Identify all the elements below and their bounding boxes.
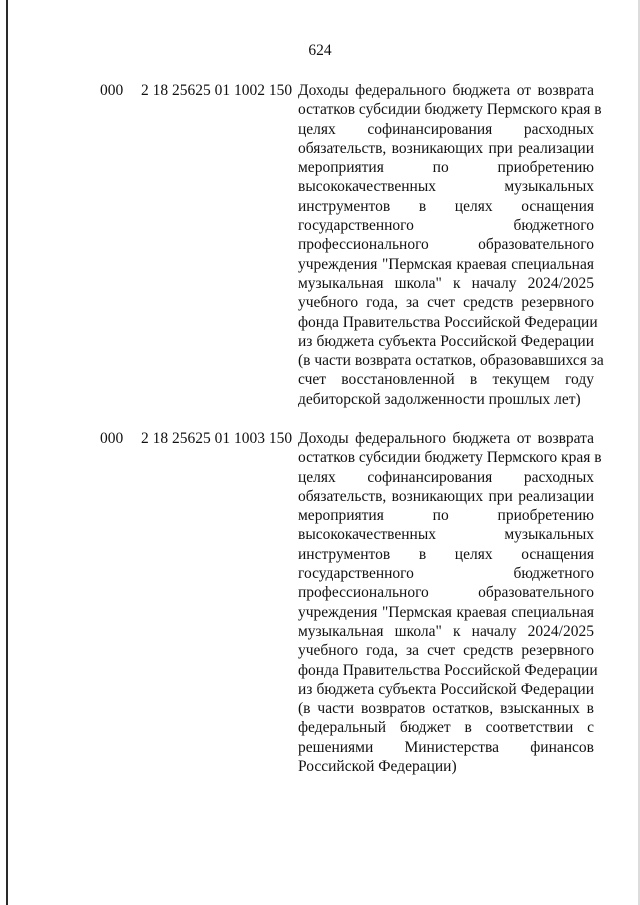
description-line: обязательств, возникающих при реализации [298,139,594,157]
description-line: Доходы федерального бюджета от возврата [298,82,594,99]
description-line: высококачественных музыкальных [298,178,594,196]
description-line: Доходы федерального бюджета от возврата [298,430,594,447]
description-line: мероприятия по приобретению [298,507,594,525]
description-line: учебного года, за счет средств резервного [298,642,594,660]
description-line: мероприятия по приобретению [298,159,594,177]
description-line: учреждения "Пермская краевая специальная [298,255,594,273]
description-line: инструментов в целях оснащения [298,197,594,215]
budget-classification-code: 2 18 25625 01 1003 150 [141,430,293,447]
description-line: федеральный бюджет в соответствии с [298,719,594,737]
page-number: 624 [308,42,332,59]
description-line: остатков субсидии бюджету Пермского края в [298,449,602,467]
budget-classification-code: 2 18 25625 01 1002 150 [141,82,293,99]
scan-left-edge [6,0,8,905]
description-line: дебиторской задолженности прошлых лет) [298,390,581,408]
description-line: решениями Министерства финансов [298,738,594,756]
admin-code: 000 [100,82,124,99]
description-line: из бюджета субъекта Российской Федерации [298,332,594,350]
admin-code: 000 [100,430,124,447]
income-description [298,429,602,776]
description-line: остатков субсидии бюджету Пермского края в [298,101,602,119]
description-line: государственного бюджетного [298,565,594,583]
description-line: музыкальная школа" к началу 2024/2025 [298,274,594,292]
description-line: музыкальная школа" к началу 2024/2025 [298,622,594,640]
description-line: государственного бюджетного [298,217,594,235]
description-line: фонда Правительства Российской Федерации [298,313,598,331]
description-line: целях софинансирования расходных [298,468,594,486]
description-line: (в части возврата остатков, образовавшихся за [298,352,604,370]
description-line: обязательств, возникающих при реализации [298,487,594,505]
description-line: целях софинансирования расходных [298,120,594,138]
description-line: фонда Правительства Российской Федерации [298,661,598,679]
description-line: инструментов в целях оснащения [298,545,594,563]
description-line: профессионального образовательного [298,584,594,602]
description-line: высококачественных музыкальных [298,526,594,544]
description-line: профессионального образовательного [298,236,594,254]
description-line: счет восстановленной в текущем году [298,371,594,389]
description-line: учреждения "Пермская краевая специальная [298,603,594,621]
description-line: (в части возвратов остатков, взысканных в [298,700,594,718]
income-description [298,81,604,409]
description-line: из бюджета субъекта Российской Федерации [298,680,594,698]
description-line: Российской Федерации) [298,758,457,776]
description-line: учебного года, за счет средств резервного [298,294,594,312]
